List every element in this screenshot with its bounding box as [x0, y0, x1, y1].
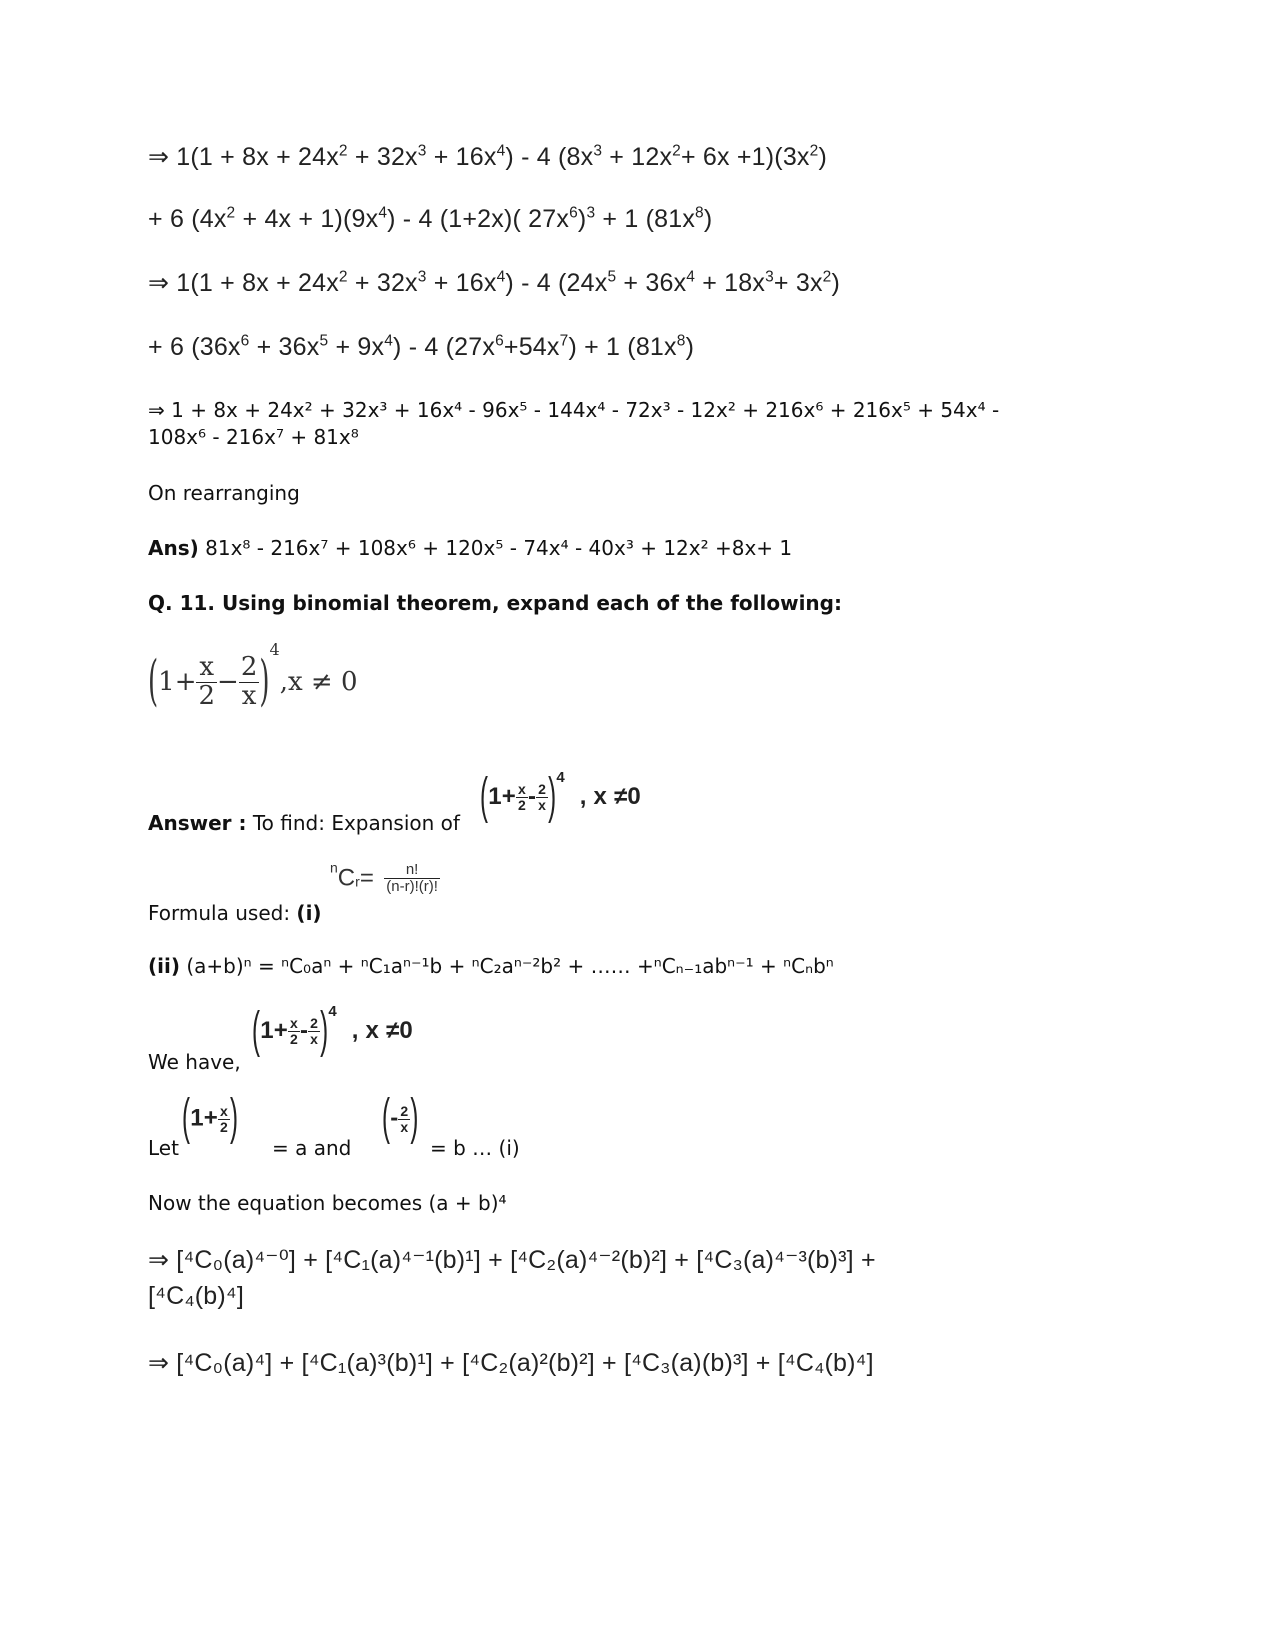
right-paren: )	[259, 650, 270, 714]
left-paren: (	[182, 1089, 191, 1147]
right-paren: )	[229, 1089, 239, 1147]
eq-text: )	[703, 205, 713, 233]
answer-expression: (1+ $\frac{x}{2}$ - $\frac{2}{x}$ )$^4$ , x ≠0	[480, 778, 641, 813]
eq-text: + 36x	[616, 269, 687, 297]
eq-text: + 36x	[249, 333, 320, 361]
equation-line-2: + 6 $(4x^2 + 4x + 1)(9x^4) - 4$ (1+2x)( $27x^6)^3 + 1$ $(81x^8)$	[148, 204, 713, 233]
let-b-expression: (- $\frac{2}{x}$ )	[382, 1104, 419, 1134]
left-paren: (	[480, 768, 489, 825]
now-equation-text: Now the equation becomes (a + b)⁴	[148, 1191, 507, 1215]
eq-text: + 9x	[328, 333, 385, 361]
formula-used-line	[148, 901, 322, 925]
answer-text: To find: Expansion of	[252, 811, 460, 835]
ncr-c: C	[337, 864, 356, 892]
eq-text: )	[577, 205, 587, 233]
formula-ii-text: (a+b)ⁿ = ⁿC₀aⁿ + ⁿC₁aⁿ⁻¹b + ⁿC₂aⁿ⁻²b² + …… +ⁿCₙ₋₁abⁿ⁻¹ + ⁿCₙbⁿ	[186, 954, 834, 978]
eq-text: ) - 4 (8x	[505, 143, 594, 171]
expansion-line-1: ⇒ [⁴C₀(a)⁴⁻⁰] + [⁴C₁(a)⁴⁻¹(b)¹] + [⁴C₂(a)⁴⁻²(b)²] + [⁴C₃(a)⁴⁻³(b)³] +	[148, 1246, 876, 1274]
we-have-expression: (1+ $\frac{x}{2}$ - $\frac{2}{x}$ )$^4$ , x ≠0	[252, 1012, 413, 1047]
eq-text: + 32x	[347, 269, 418, 297]
fraction-2-over-x: $\frac{2}{x}$	[538, 781, 547, 814]
answer-line	[148, 536, 792, 560]
expr-one: 1+	[158, 667, 197, 697]
eq-text: + 16x	[426, 269, 497, 297]
ans-label: Ans)	[148, 536, 199, 560]
condition-text: , x ≠0	[579, 783, 641, 810]
left-paren: (	[148, 650, 159, 714]
eq-text: + 4x + 1)(9x	[235, 205, 379, 233]
fraction-x-over-2: $\frac{x}{2}$	[289, 1015, 298, 1048]
left-paren: (	[382, 1089, 391, 1147]
eq-text: )	[685, 333, 695, 361]
eq-text: + 3x	[773, 269, 823, 297]
fraction-2-over-x: $\frac{2}{x}$	[310, 1015, 319, 1048]
fraction-x-over-2: $\frac{x}{2}$	[517, 781, 526, 814]
let-line	[148, 1136, 179, 1160]
eq-text: ) + 1 (81x	[568, 333, 677, 361]
fraction-x-over-2: $\frac{x}{2}$	[198, 652, 216, 711]
let-word: Let	[148, 1136, 179, 1160]
equation-line-1: ⇒ $1(1 + 8x + 24x^2 + 32x^3 + 16x^4) - 4$ $(8x^3 + 12x^2+ 6x +1)(3x^2)$	[148, 142, 827, 171]
we-have-text: We have,	[148, 1050, 241, 1074]
ncr-fraction	[384, 862, 440, 895]
eq-text: + 6 (4x	[148, 205, 227, 233]
expansion-line-2: [⁴C₄(b)⁴]	[148, 1282, 244, 1310]
fraction-2-over-x: $\frac{2}{x}$	[400, 1103, 409, 1135]
condition-text: , x ≠0	[351, 1017, 413, 1044]
formula-label: Formula used:	[148, 901, 291, 925]
expanded-line-2: 108x⁶ - 216x⁷ + 81x⁸	[148, 425, 359, 449]
expanded-line-1: ⇒ 1 + 8x + 24x² + 32x³ + 16x⁴ - 96x⁵ - 144x⁴ - 72x³ - 12x² + 216x⁶ + 216x⁵ + 54x⁴ -	[148, 398, 1000, 422]
eq-text: ) - 4 (1+2x)( 27x	[387, 205, 570, 233]
expansion-line-3: ⇒ [⁴C₀(a)⁴] + [⁴C₁(a)³(b)¹] + [⁴C₂(a)²(b)²] + [⁴C₃(a)(b)³] + [⁴C₄(b)⁴]	[148, 1349, 874, 1377]
eq-text: + 12x	[602, 143, 673, 171]
formula-ii-line	[148, 954, 834, 978]
ncr-numerator: n!	[405, 861, 419, 878]
eq-text: + 16x	[426, 143, 497, 171]
question-heading: Q. 11. Using binomial theorem, expand each of the following:	[148, 591, 842, 615]
eq-text: + 6 (36x	[148, 333, 241, 361]
ncr-formula: $^nC_r=$ $\frac{n!}{(n-r)!(r)!}$	[330, 859, 438, 895]
formula-i-label: (i)	[296, 901, 322, 925]
eq-text: + 18x	[695, 269, 766, 297]
fraction-x-over-2: $\frac{x}{2}$	[219, 1103, 228, 1135]
ncr-denominator: (n-r)!(r)!	[386, 877, 438, 895]
expr-minus: −	[217, 667, 239, 697]
eq-b-text: = b … (i)	[430, 1136, 520, 1160]
eq-text: ) - 4 (27x	[393, 333, 496, 361]
eq-text: + 6x +1)(3x	[680, 143, 810, 171]
answer-intro	[148, 811, 460, 835]
right-paren: )	[320, 1002, 329, 1059]
formula-ii-label: (ii)	[148, 954, 180, 978]
equation-line-4: + 6 $(36x^6 + 36x^5 + 9x^4) - 4$ $(27x^6+54x^7) + 1$ $(81x^8)$	[148, 332, 695, 361]
condition-text: ,x ≠ 0	[279, 667, 358, 697]
eq-text: ⇒ 1(1 + 8x + 24x	[148, 143, 339, 171]
answer-label: Answer :	[148, 811, 247, 835]
rearranging-text: On rearranging	[148, 481, 300, 505]
fraction-2-over-x: $\frac{2}{x}$	[240, 652, 258, 711]
eq-text: +54x	[503, 333, 560, 361]
eq-text: )	[831, 269, 841, 297]
right-paren: )	[548, 768, 557, 825]
left-paren: (	[252, 1002, 261, 1059]
q11-expression: (1+ $\frac{x}{2}$ − $\frac{2}{x}$ )$^4$,x ≠ 0	[148, 640, 358, 714]
eq-text: + 1 (81x	[595, 205, 696, 233]
let-a-expression: (1+ $\frac{x}{2}$ )	[182, 1104, 238, 1134]
equation-line-3: ⇒ $1(1 + 8x + 24x^2 + 32x^3 + 16x^4) - 4$ $(24x^5 + 36x^4 + 18x^3+ 3x^2)$	[148, 268, 841, 297]
eq-text: + 32x	[347, 143, 418, 171]
eq-a-text: = a and	[272, 1136, 352, 1160]
ans-text: 81x⁸ - 216x⁷ + 108x⁶ + 120x⁵ - 74x⁴ - 40x³ + 12x² +8x+ 1	[205, 536, 793, 560]
eq-text: ) - 4 (24x	[505, 269, 608, 297]
right-paren: )	[410, 1089, 419, 1147]
eq-text: )	[818, 143, 827, 171]
eq-text: ⇒ 1(1 + 8x + 24x	[148, 269, 339, 297]
